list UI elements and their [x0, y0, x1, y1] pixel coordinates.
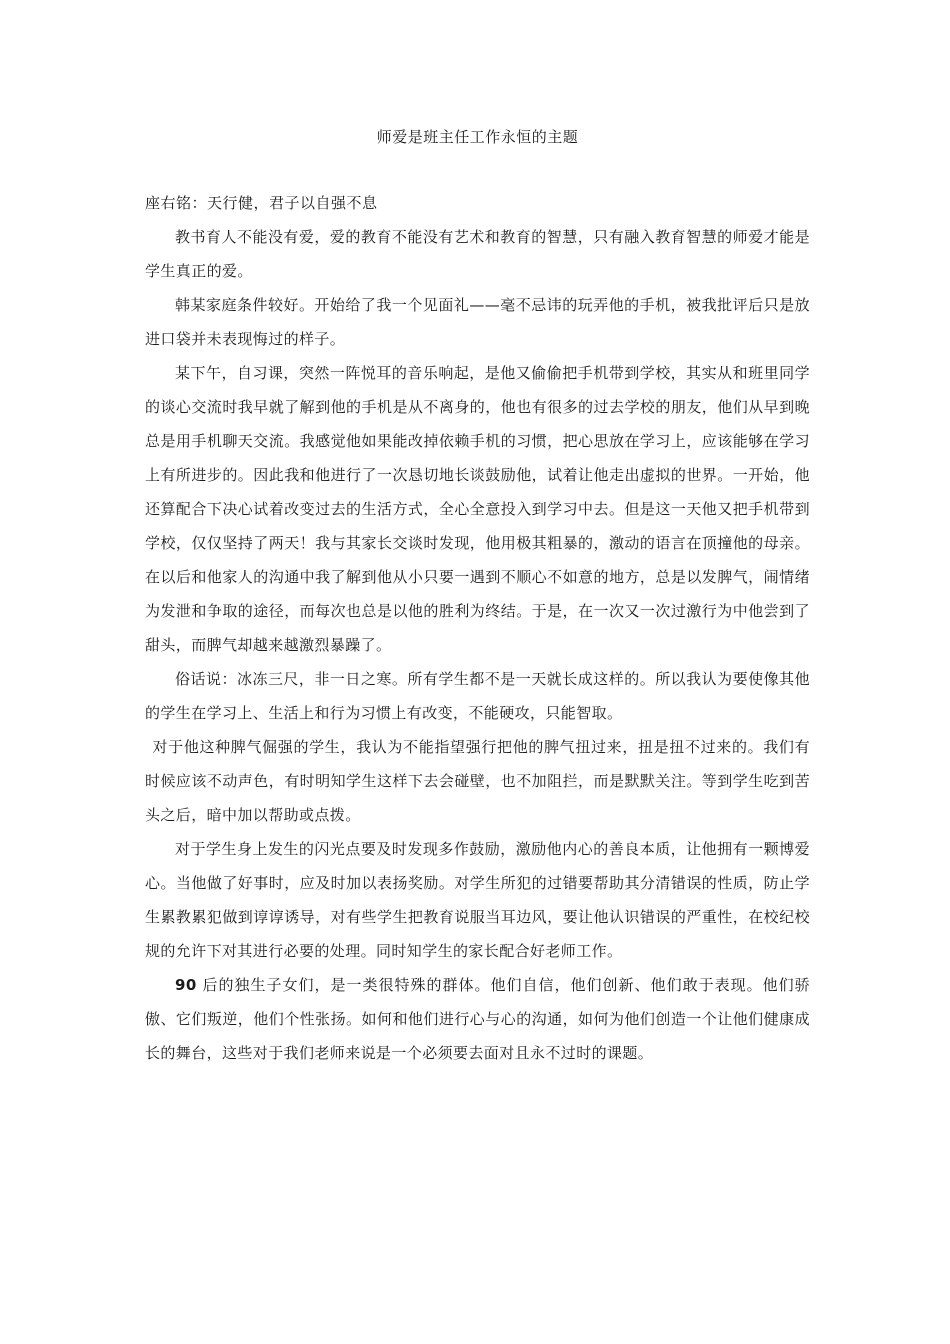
paragraph: 对于他这种脾气倔强的学生，我认为不能指望强行把他的脾气扭过来，扭是扭不过来的。我们有时候应该不动声色，有时明知学生这样下去会碰壁，也不加阻拦，而是默默关注。等到学生吃到苦头之后，暗中加以帮助或点拨。: [145, 738, 810, 824]
paragraph-last: [145, 968, 810, 1070]
document-title: 师爱是班主任工作永恒的主题: [376, 128, 579, 146]
paragraph: 对于学生身上发生的闪光点要及时发现多作鼓励，激励他内心的善良本质，让他拥有一颗博爱心。当他做了好事时，应及时加以表扬奖励。对学生所犯的过错要帮助其分清错误的性质，防止学生累教累犯做到谆谆诱导，对有些学生把教育说服当耳边风，要让他认识错误的严重性，在校纪校规的允许下对其进行必要的处理。同时知学生的家长配合好老师工作。: [145, 840, 810, 960]
paragraph: 韩某家庭条件较好。开始给了我一个见面礼——毫不忌讳的玩弄他的手机，被我批评后只是放进口袋并未表现悔过的样子。: [145, 296, 810, 348]
document-body: [145, 220, 810, 1070]
paragraph: 俗话说：冰冻三尺，非一日之寒。所有学生都不是一天就长成这样的。所以我认为要使像其他的学生在学习上、生活上和行为习惯上有改变，不能硬攻，只能智取。: [145, 670, 810, 722]
paragraph: 某下午，自习课，突然一阵悦耳的音乐响起，是他又偷偷把手机带到学校，其实从和班里同学的谈心交流时我早就了解到他的手机是从不离身的，他也有很多的过去学校的朋友，他们从早到晚总是用手机聊天交流。我感觉他如果能改掉依赖手机的习惯，把心思放在学习上，应该能够在学习上有所进步的。因此我和他进行了一次恳切地长谈鼓励他，试着让他走出虚拟的世界。一开始，他还算配合下决心试着改变过去的生活方式，全心全意投入到学习中去。但是这一天他又把手机带到学校，仅仅坚持了两天！我与其家长交谈时发现，他用极其粗暴的，激动的语言在顶撞他的母亲。在以后和他家人的沟通中我了解到他从小只要一遇到不顺心不如意的地方，总是以发脾气，闹情绪为发泄和争取的途径，而每次也总是以他的胜利为终结。于是，在一次又一次过激行为中他尝到了甜头，而脾气却越来越激烈暴躁了。: [145, 364, 810, 654]
paragraph-last-text: 后的独生子女们，是一类很特殊的群体。他们自信，他们创新、他们敢于表现。他们骄傲、它们叛逆，他们个性张扬。如何和他们进行心与心的沟通，如何为他们创造一个让他们健康成长的舞台，这些对于我们老师来说是一个必须要去面对且永不过时的课题。: [145, 976, 810, 1062]
number-90: 90: [175, 976, 197, 994]
paragraph: 教书育人不能没有爱，爱的教育不能没有艺术和教育的智慧，只有融入教育智慧的师爱才能是学生真正的爱。: [145, 228, 810, 280]
motto-line: 座右铭：天行健，君子以自强不息: [145, 194, 378, 212]
